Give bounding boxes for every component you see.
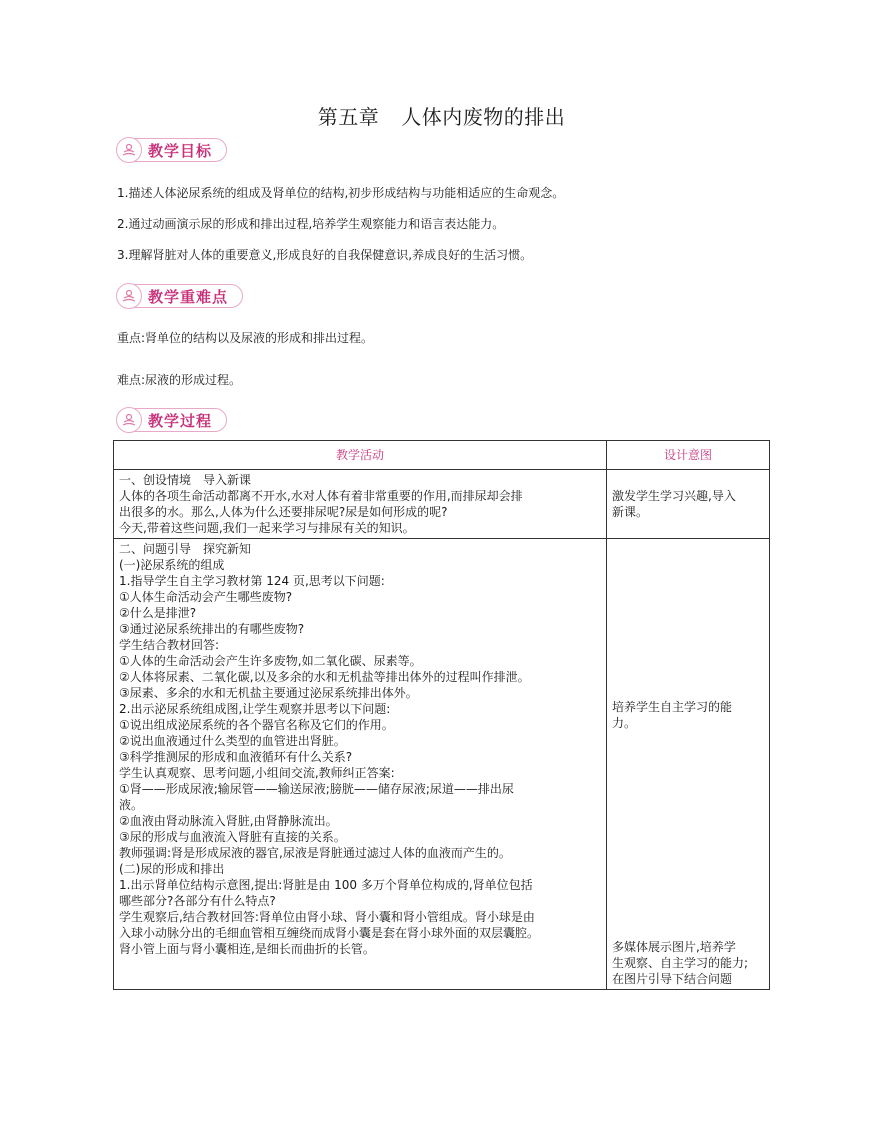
text-line: ①人体生命活动会产生哪些废物?: [119, 590, 293, 604]
section-title: 教学过程: [148, 411, 213, 430]
text-line: ③尿的形成与血液流入肾脏有直接的关系。: [119, 830, 346, 844]
activity-cell-intro: [114, 470, 607, 539]
section-title: 教学目标: [148, 141, 213, 160]
text-line: 教师强调:肾是形成尿液的器官,尿液是肾脏通过滤过人体的血液而产生的。: [119, 846, 511, 860]
text-line: 力。: [612, 716, 637, 730]
text-line: 出很多的水。那么,人体为什么还要排尿呢?尿是如何形成的呢?: [119, 505, 448, 519]
table-header-row: [114, 441, 770, 470]
chapter-number: 第五章: [317, 105, 380, 129]
section-icon: [116, 407, 142, 433]
section-icon: [116, 283, 142, 309]
key-point-important: 重点:肾单位的结构以及尿液的形成和排出过程。: [117, 331, 374, 345]
key-point-difficult: 难点:尿液的形成过程。: [117, 373, 242, 387]
text-line: ②血液由肾动脉流入肾脏,由肾静脉流出。: [119, 814, 338, 828]
goal-2: 2.通过动画演示尿的形成和排出过程,培养学生观察能力和语言表达能力。: [117, 217, 505, 231]
text-line: 二、问题引导 探究新知: [119, 542, 252, 556]
text-line: 肾小管上面与肾小囊相连,是细长而曲折的长管。: [119, 942, 375, 956]
chapter-title: 人体内废物的排出: [401, 105, 566, 129]
text-line: 学生观察后,结合教材回答:肾单位由肾小球、肾小囊和肾小管组成。肾小球是由: [119, 910, 535, 924]
header-activity: 教学活动: [114, 441, 607, 470]
text-line: 学生认真观察、思考问题,小组间交流,教师纠正答案:: [119, 766, 395, 780]
goal-1: 1.描述人体泌尿系统的组成及肾单位的结构,初步形成结构与功能相适应的生命观念。: [117, 186, 565, 200]
text-line: 激发学生学习兴趣,导入: [612, 489, 736, 503]
text-line: 1.指导学生自主学习教材第 124 页,思考以下问题:: [119, 574, 385, 588]
section-header-process: [117, 408, 227, 432]
page-title: [0, 101, 883, 130]
text-line: 新课。: [612, 505, 649, 519]
text-line: 学生结合教材回答:: [119, 638, 220, 652]
text-line: 在图片引导下结合问题: [612, 972, 733, 986]
design-cell-explore: [607, 539, 770, 990]
text-line: 培养学生自主学习的能: [612, 700, 733, 714]
text-line: 入球小动脉分出的毛细血管相互缠绕而成肾小囊是套在肾小球外面的双层囊腔。: [119, 926, 540, 940]
text-line: ②人体将尿素、二氧化碳,以及多余的水和无机盐等排出体外的过程叫作排泄。: [119, 670, 530, 684]
section-title: 教学重难点: [148, 287, 229, 306]
text-line: 1.出示肾单位结构示意图,提出:肾脏是由 100 多万个肾单位构成的,肾单位包括: [119, 878, 533, 892]
text-line: 一、创设情境 导入新课: [119, 473, 252, 487]
text-line: (一)泌尿系统的组成: [119, 558, 225, 572]
text-line: 多媒体展示图片,培养学: [612, 940, 736, 954]
text-line: 哪些部分?各部分有什么特点?: [119, 894, 276, 908]
text-line: ③尿素、多余的水和无机盐主要通过泌尿系统排出体外。: [119, 686, 418, 700]
design-cell-intro: [607, 470, 770, 539]
activity-cell-explore: [114, 539, 607, 990]
table-row: [114, 470, 770, 539]
table-row: [114, 539, 770, 990]
text-line: (二)尿的形成和排出: [119, 862, 225, 876]
text-line: ③科学推测尿的形成和血液循环有什么关系?: [119, 750, 353, 764]
text-line: 今天,带着这些问题,我们一起来学习与排尿有关的知识。: [119, 521, 415, 535]
section-icon: [116, 137, 142, 163]
teaching-process-table: [113, 440, 770, 990]
text-line: 生观察、自主学习的能力;: [612, 956, 749, 970]
text-line: ①说出组成泌尿系统的各个器官名称及它们的作用。: [119, 718, 394, 732]
text-line: 2.出示泌尿系统组成图,让学生观察并思考以下问题:: [119, 702, 391, 716]
text-line: 液。: [119, 798, 144, 812]
section-header-key-points: [117, 284, 243, 308]
header-design: 设计意图: [607, 441, 770, 470]
text-line: ①肾——形成尿液;输尿管——输送尿液;膀胱——储存尿液;尿道——排出尿: [119, 782, 514, 796]
text-line: ③通过泌尿系统排出的有哪些废物?: [119, 622, 305, 636]
goal-3: 3.理解肾脏对人体的重要意义,形成良好的自我保健意识,养成良好的生活习惯。: [117, 248, 533, 262]
text-line: ①人体的生命活动会产生许多废物,如二氧化碳、尿素等。: [119, 654, 422, 668]
text-line: 人体的各项生命活动都离不开水,水对人体有着非常重要的作用,而排尿却会排: [119, 489, 523, 503]
text-line: ②说出血液通过什么类型的血管进出肾脏。: [119, 734, 346, 748]
text-line: ②什么是排泄?: [119, 606, 197, 620]
section-header-goals: [117, 138, 227, 162]
